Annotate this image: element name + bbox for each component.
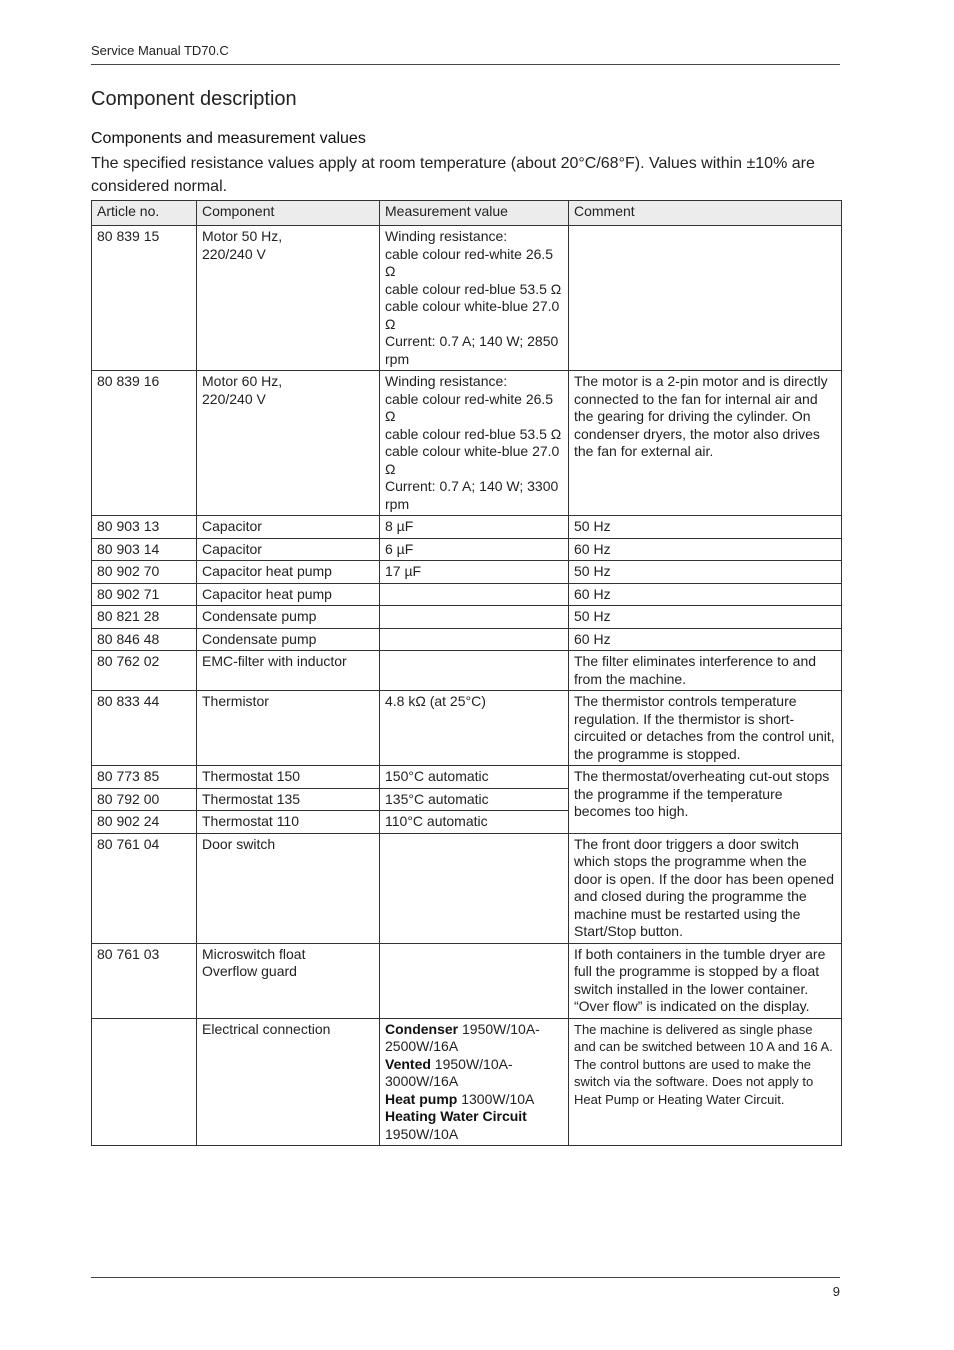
header-divider: [91, 64, 840, 65]
measurement-line: Current: 0.7 A; 140 W; 3300 rpm: [385, 478, 559, 512]
comment-cell: The filter eliminates interference to and from the machine.: [569, 651, 842, 691]
measurement-cell: 6 µF: [380, 538, 569, 561]
table-row: [92, 1018, 842, 1146]
table-row: [92, 833, 842, 943]
table-row: [92, 516, 842, 539]
article-cell: 80 792 00: [92, 788, 197, 811]
measurement-label: Heating Water Circuit: [385, 1108, 527, 1124]
component-cell: Electrical connection: [197, 1018, 380, 1146]
table-row: [92, 766, 842, 789]
comment-cell: [569, 226, 842, 371]
article-cell: 80 902 71: [92, 583, 197, 606]
measurement-value: 1950W/10A-2500W/16A: [385, 1020, 540, 1054]
component-cell: Capacitor: [197, 516, 380, 539]
measurement-cell: 17 µF: [380, 561, 569, 584]
article-cell: [92, 1018, 197, 1146]
measurement-cell: 110°C automatic: [380, 811, 569, 834]
article-cell: 80 761 04: [92, 833, 197, 943]
measurement-line: cable colour white-blue 27.0 Ω: [385, 443, 560, 477]
component-cell: Thermostat 135: [197, 788, 380, 811]
comment-cell: 50 Hz: [569, 516, 842, 539]
measurement-cell: [380, 628, 569, 651]
footer-divider: [91, 1277, 840, 1278]
article-cell: 80 902 24: [92, 811, 197, 834]
header-comment: Comment: [569, 201, 842, 226]
component-cell: [197, 371, 380, 516]
intro-paragraph: The specified resistance values apply at room temperature (about 20°C/68°F). Values within ±10% are considered normal.: [91, 155, 815, 195]
table-header-row: [92, 201, 842, 226]
article-cell: 80 902 70: [92, 561, 197, 584]
component-cell: Condensate pump: [197, 606, 380, 629]
measurement-line: cable colour white-blue 27.0 Ω: [385, 298, 560, 332]
article-cell: 80 773 85: [92, 766, 197, 789]
component-line: Microswitch float: [202, 945, 306, 962]
measurement-cell: [380, 833, 569, 943]
article-cell: 80 833 44: [92, 691, 197, 766]
measurement-cell: 135°C automatic: [380, 788, 569, 811]
component-cell: Capacitor heat pump: [197, 561, 380, 584]
measurement-value: 1950W/10A: [385, 1125, 459, 1142]
table-row: [92, 583, 842, 606]
measurement-cell: [380, 606, 569, 629]
component-cell: [197, 943, 380, 1018]
comment-cell: The thermistor controls temperature regulation. If the thermistor is short-circuited or detaches from the control unit, the programme is stopped.: [569, 691, 842, 766]
component-cell: Capacitor: [197, 538, 380, 561]
measurement-line: cable colour red-blue 53.5 Ω: [385, 280, 562, 297]
component-cell: EMC-filter with inductor: [197, 651, 380, 691]
table-row: [92, 628, 842, 651]
article-cell: 80 839 16: [92, 371, 197, 516]
comment-cell: If both containers in the tumble dryer are full the programme is stopped by a float switch installed in the lower container. “Over flow” is indicated on the display.: [569, 943, 842, 1018]
measurement-line: Winding resistance:: [385, 373, 508, 389]
table-row: [92, 943, 842, 1018]
measurement-cell: [380, 583, 569, 606]
comment-cell: 60 Hz: [569, 583, 842, 606]
article-cell: 80 903 14: [92, 538, 197, 561]
article-cell: 80 846 48: [92, 628, 197, 651]
measurement-cell: 4.8 kΩ (at 25°C): [380, 691, 569, 766]
component-cell: Thermostat 110: [197, 811, 380, 834]
header-component: Component: [197, 201, 380, 226]
component-cell: Thermostat 150: [197, 766, 380, 789]
section-title: Component description: [91, 88, 297, 110]
header-article-no: Article no.: [92, 201, 197, 226]
measurement-cell: [380, 651, 569, 691]
component-line: Overflow guard: [202, 963, 297, 979]
header-measurement-value: Measurement value: [380, 201, 569, 226]
component-cell: Thermistor: [197, 691, 380, 766]
measurement-line: cable colour red-blue 53.5 Ω: [385, 425, 562, 442]
measurement-line: cable colour red-white 26.5 Ω: [385, 390, 554, 424]
article-cell: 80 839 15: [92, 226, 197, 371]
comment-cell: 60 Hz: [569, 628, 842, 651]
component-cell: Condensate pump: [197, 628, 380, 651]
measurement-line: Winding resistance:: [385, 228, 508, 244]
table-row: [92, 538, 842, 561]
component-line: 220/240 V: [202, 390, 266, 407]
component-line: 220/240 V: [202, 245, 266, 262]
comment-cell: The motor is a 2-pin motor and is directly connected to the fan for internal air and the gearing for driving the cylinder. On condenser dryers, the motor also drives the fan for external air.: [569, 371, 842, 516]
component-cell: Door switch: [197, 833, 380, 943]
components-table: [91, 200, 842, 1146]
component-line: Motor 50 Hz,: [202, 228, 283, 244]
article-cell: 80 762 02: [92, 651, 197, 691]
table-row: [92, 371, 842, 516]
measurement-line: Current: 0.7 A; 140 W; 2850 rpm: [385, 333, 559, 367]
table-row: [92, 651, 842, 691]
article-cell: 80 903 13: [92, 516, 197, 539]
subsection-title: Components and measurement values: [91, 130, 366, 147]
comment-cell: The thermostat/overheating cut-out stops the programme if the temperature becomes too high.: [569, 766, 842, 834]
comment-cell: 60 Hz: [569, 538, 842, 561]
document-header-title: Service Manual TD70.C: [91, 43, 229, 58]
measurement-label: Vented: [385, 1055, 431, 1072]
measurement-cell: [380, 943, 569, 1018]
comment-cell: The front door triggers a door switch which stops the programme when the door is open. If the door has been opened and closed during the programme the machine must be restarted using the Start/Stop button.: [569, 833, 842, 943]
article-cell: 80 821 28: [92, 606, 197, 629]
comment-cell: 50 Hz: [569, 561, 842, 584]
measurement-value: 1300W/10A: [461, 1090, 535, 1107]
article-cell: 80 761 03: [92, 943, 197, 1018]
component-line: Motor 60 Hz,: [202, 373, 283, 389]
table-row: [92, 606, 842, 629]
measurement-value: 1950W/10A-3000W/16A: [385, 1055, 513, 1089]
measurement-label: Condenser: [385, 1020, 459, 1037]
comment-cell: 50 Hz: [569, 606, 842, 629]
measurement-cell: [380, 1018, 569, 1146]
table-row: [92, 691, 842, 766]
component-cell: [197, 226, 380, 371]
table-row: [92, 561, 842, 584]
measurement-label: Heat pump: [385, 1090, 458, 1107]
measurement-cell: [380, 226, 569, 371]
measurement-line: cable colour red-white 26.5 Ω: [385, 245, 554, 279]
table-row: [92, 226, 842, 371]
page-number: 9: [832, 1284, 840, 1299]
comment-cell: The machine is delivered as single phase and can be switched between 10 A and 16 A. The control buttons are used to make the switch via the software. Does not apply to Heat Pump or Heating Water Circuit.: [569, 1018, 842, 1146]
measurement-cell: 8 µF: [380, 516, 569, 539]
measurement-cell: [380, 371, 569, 516]
measurement-cell: 150°C automatic: [380, 766, 569, 789]
component-cell: Capacitor heat pump: [197, 583, 380, 606]
